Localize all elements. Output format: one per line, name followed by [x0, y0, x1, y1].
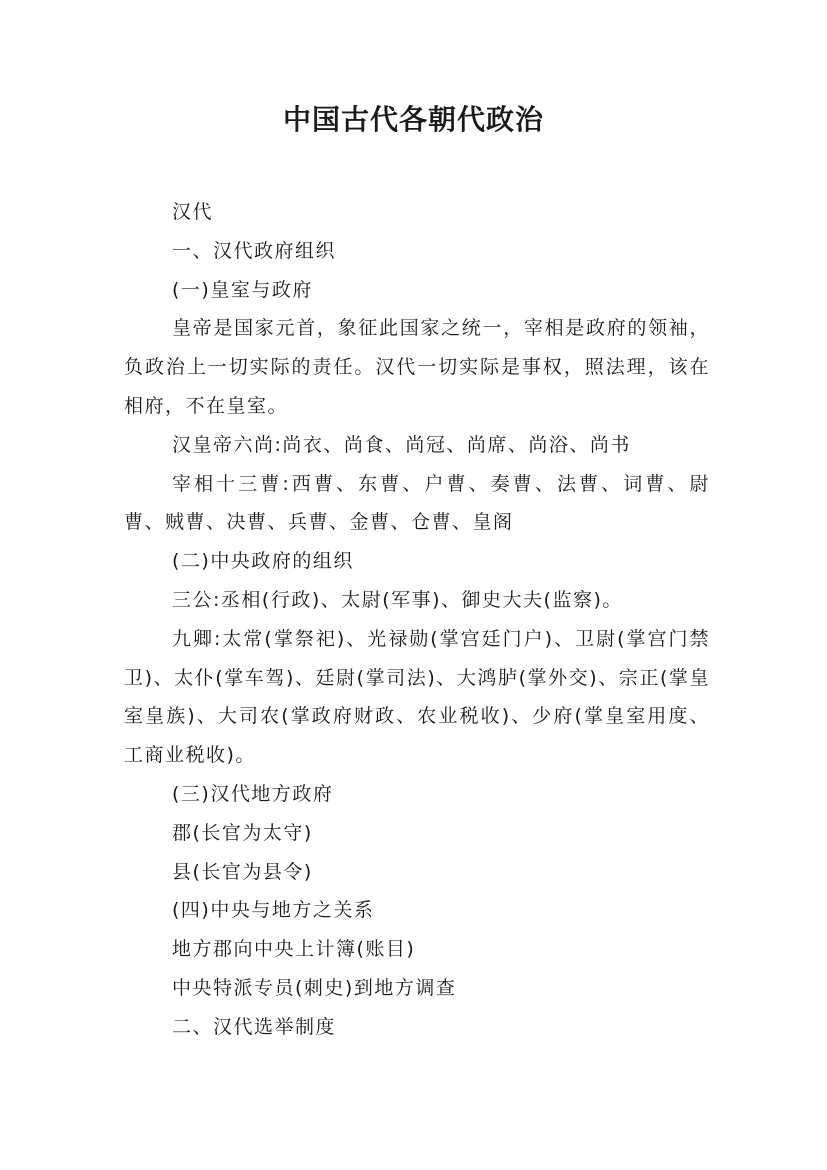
- document-body: [124, 193, 710, 1047]
- paragraph-three-dukes: 三公:丞相(行政)、太尉(军事)、御史大夫(监察)。: [172, 588, 623, 611]
- paragraph-thirteen-cao: 宰相十三曹:西曹、东曹、户曹、奏曹、法曹、词曹、尉曹、贼曹、决曹、兵曹、金曹、仓曹、皇阁: [124, 472, 710, 534]
- subsection-heading-central-local-relations: (四)中央与地方之关系: [172, 899, 375, 922]
- paragraph-nine-ministers: 九卿:太常(掌祭祀)、光禄勋(掌宫廷门户)、卫尉(掌宫门禁卫)、太仆(掌车驾)、廷尉(掌司法)、大鸿胪(掌外交)、宗正(掌皇室皇族)、大司农(掌政府财政、农业税收)、少府(掌皇室用度、工商业税收)。: [124, 627, 710, 767]
- subsection-heading-central-government: (二)中央政府的组织: [172, 550, 354, 573]
- section-heading-selection-system: 二、汉代选举制度: [172, 1015, 337, 1038]
- subsection-heading-royal-and-government: (一)皇室与政府: [172, 278, 313, 301]
- document-title: 中国古代各朝代政治: [282, 103, 544, 136]
- paragraph-emperor-and-chancellor: 皇帝是国家元首，象征此国家之统一，宰相是政府的领袖，负政治上一切实际的责任。汉代一切实际是事权，照法理，该在相府，不在皇室。: [124, 317, 710, 417]
- paragraph-county: 县(长官为县令): [172, 860, 313, 883]
- section-heading-government-organization: 一、汉代政府组织: [172, 239, 337, 262]
- paragraph-inspectors: 中央特派专员(刺史)到地方调查: [172, 976, 457, 999]
- heading-han-dynasty: 汉代: [172, 201, 214, 223]
- paragraph-commandery: 郡(长官为太守): [172, 821, 313, 844]
- paragraph-accounts-to-center: 地方郡向中央上计簿(账目): [172, 938, 416, 961]
- paragraph-six-shang: 汉皇帝六尚:尚衣、尚食、尚冠、尚席、尚浴、尚书: [172, 433, 631, 456]
- subsection-heading-local-government: (三)汉代地方政府: [172, 782, 334, 805]
